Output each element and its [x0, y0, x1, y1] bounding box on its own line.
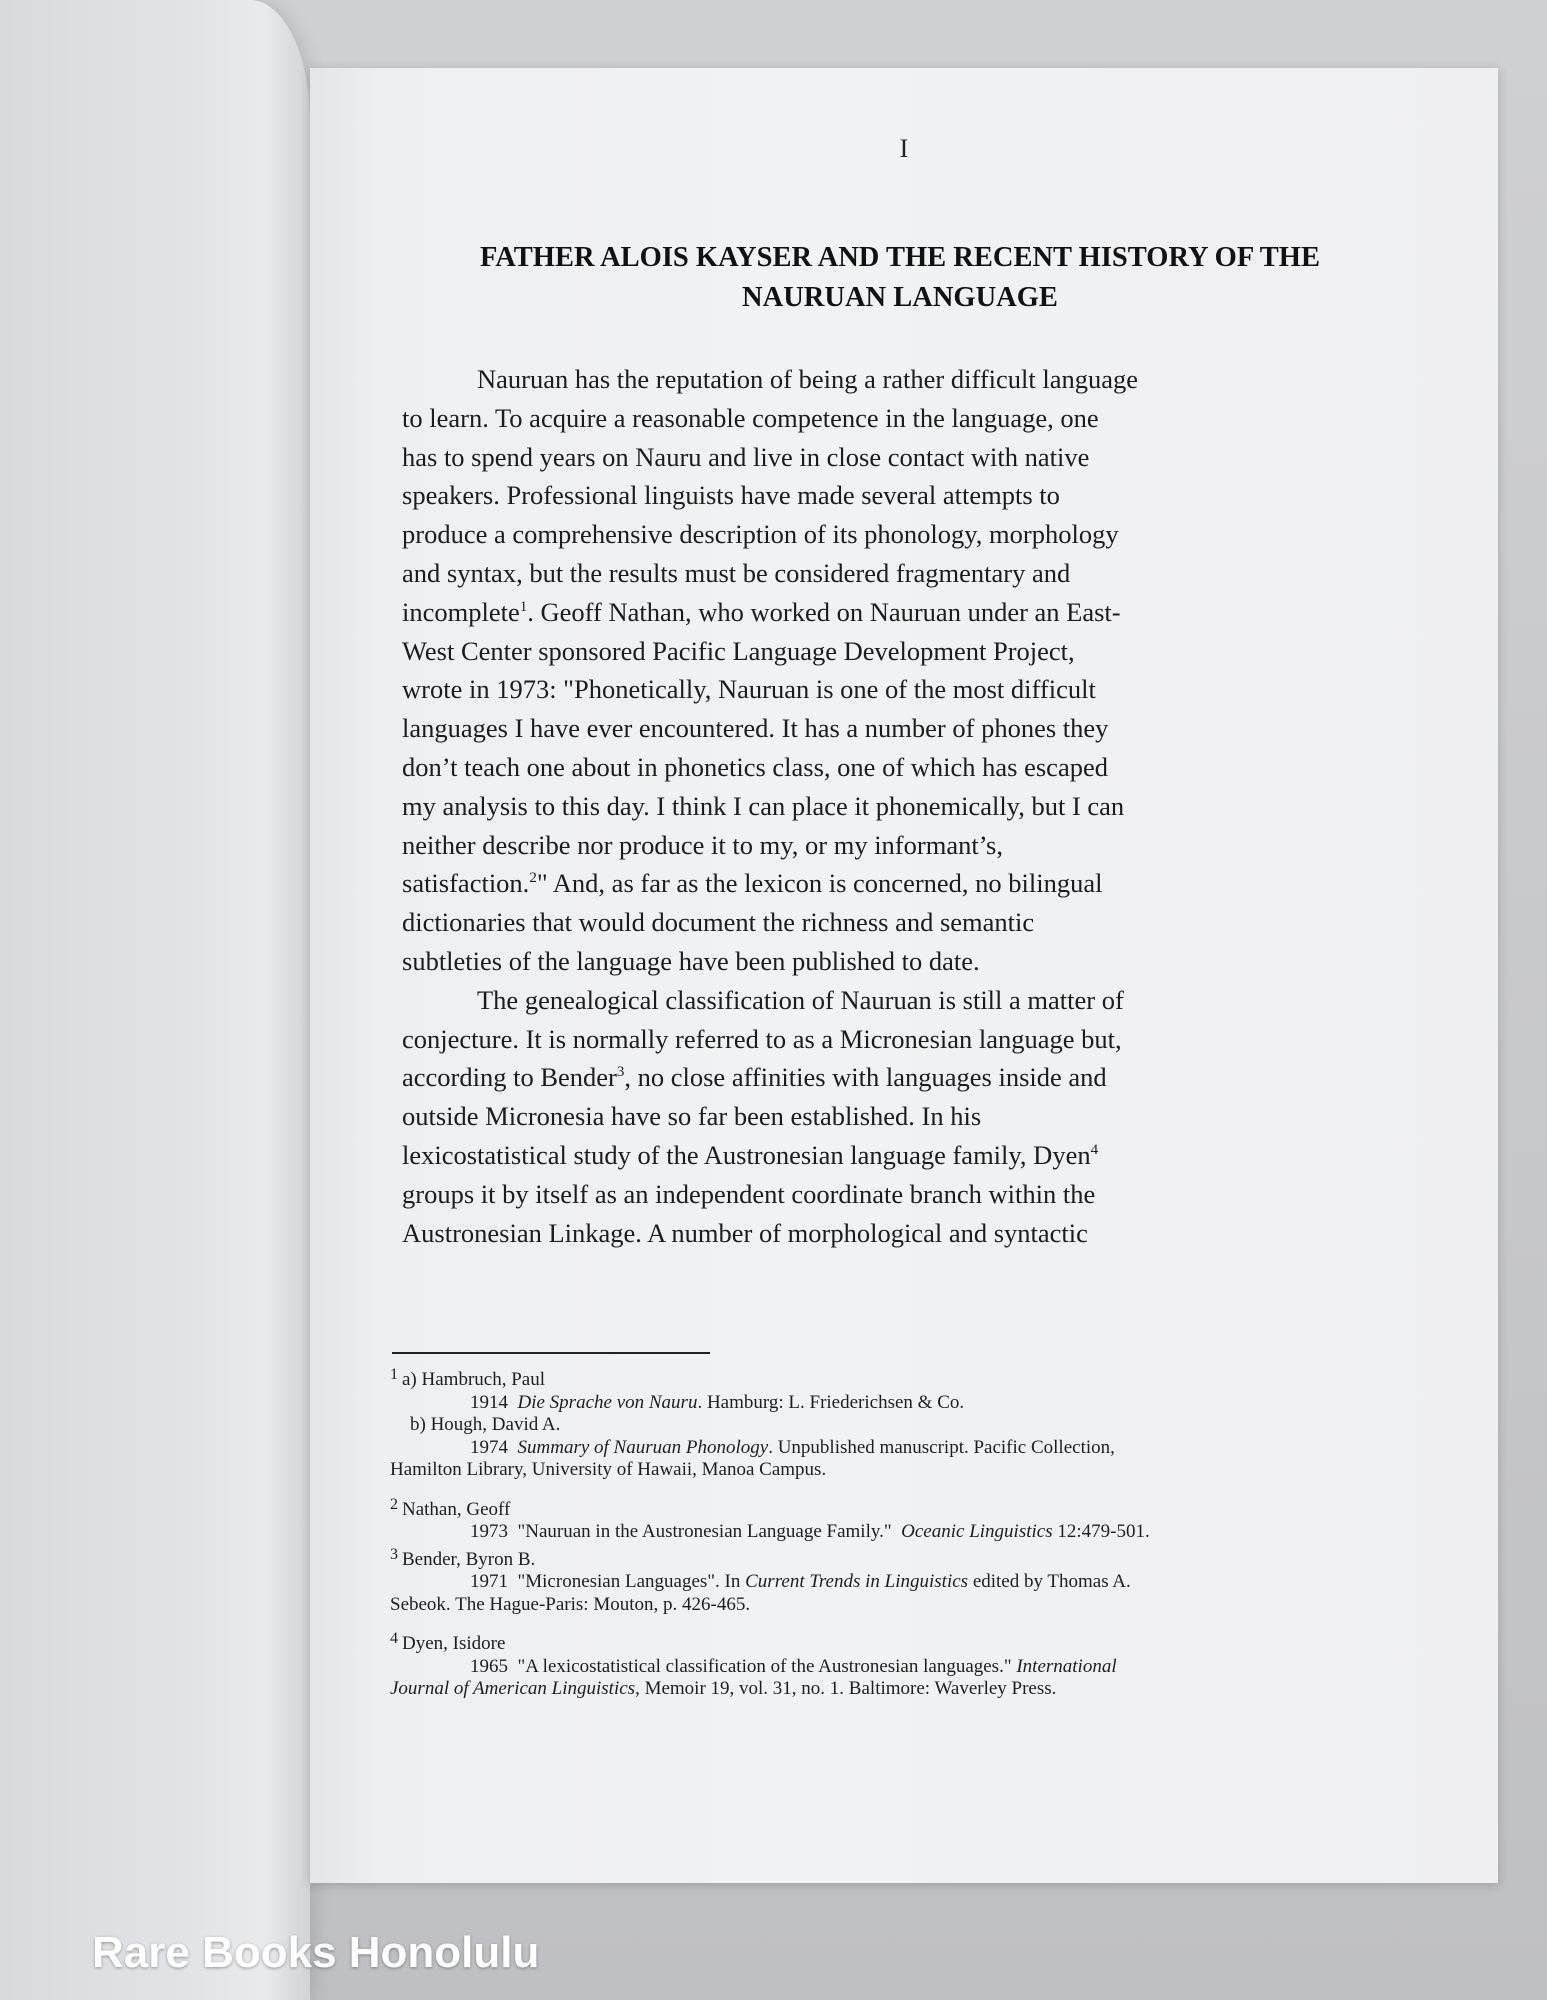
footnote-editor: edited by Thomas A. — [972, 1571, 1131, 1592]
body-text-fragment: , no close affinities with languages inside and — [624, 1062, 1107, 1093]
footnote-journal: Journal of American Linguistics — [390, 1678, 636, 1699]
footnote-number: 4 — [390, 1630, 398, 1647]
body-text-fragment: lexicostatistical study of the Austronesian language family, Dyen — [402, 1139, 1091, 1170]
footnote-ref: 2 — [529, 870, 537, 887]
footnote-publisher: . Unpublished manuscript. Pacific Collection, — [768, 1436, 1115, 1458]
footnote-line: b) Hough, David A. — [410, 1414, 561, 1435]
footnote-title: "Micronesian Languages". In — [517, 1571, 741, 1592]
page-number: I — [899, 134, 909, 163]
footnote-year: 1914 — [470, 1391, 508, 1413]
footnote-4 — [390, 1628, 1390, 1701]
body-line: subtleties of the language have been published to date. — [402, 945, 980, 976]
body-line: and syntax, but the results must be considered fragmentary and — [402, 557, 1071, 588]
body-line: outside Micronesia have so far been established. In his — [402, 1101, 982, 1132]
body-line — [402, 593, 1332, 632]
footnote-author: a) Hambruch, Paul — [402, 1369, 545, 1390]
footnotes — [390, 1364, 1390, 1713]
footnote-line — [390, 1656, 1390, 1679]
body-text-fragment: . Geoff Nathan, who worked on Nauruan under an East- — [527, 596, 1121, 627]
footnote-line: Sebeok. The Hague-Paris: Mouton, p. 426-465. — [390, 1593, 751, 1615]
footnote-year: 1971 — [470, 1571, 508, 1592]
body-line: groups it by itself as an independent coordinate branch within the — [402, 1178, 1096, 1209]
footnote-title: "Nauruan in the Austronesian Language Family." — [517, 1521, 892, 1542]
body-line: neither describe nor produce it to my, or my informant’s, — [402, 829, 1003, 860]
chapter-title-line-2: NAURUAN LANGUAGE — [742, 282, 1058, 313]
footnote-ref: 4 — [1090, 1142, 1099, 1159]
body-line: to learn. To acquire a reasonable competence in the language, one — [402, 402, 1099, 433]
footnote-publisher: . Hamburg: L. Friederichsen & Co. — [697, 1391, 965, 1413]
footnote-line — [390, 1392, 1390, 1415]
body-line: Nauruan has the reputation of being a rather difficult language — [477, 364, 1139, 394]
body-text-fragment: " And, as far as the lexicon is concerned, no bilingual — [536, 868, 1103, 899]
chapter-title — [350, 238, 1450, 318]
body-line — [402, 1136, 1332, 1175]
footnote-title: Die Sprache von Nauru — [517, 1391, 698, 1413]
footnote-title: Summary of Nauruan Phonology — [517, 1436, 769, 1458]
body-line: languages I have ever encountered. It has a number of phones they — [402, 713, 1109, 744]
footnote-journal: International — [1016, 1655, 1117, 1677]
body-line: West Center sponsored Pacific Language Development Project, — [402, 635, 1075, 666]
footnote-pages: 12:479-501. — [1057, 1521, 1150, 1542]
footnote-divider — [392, 1352, 710, 1354]
footnote-line — [390, 1678, 1390, 1701]
footnote-line — [390, 1364, 1390, 1392]
body-line: don’t teach one about in phonetics class, one of which has escaped — [402, 751, 1108, 782]
footnote-year: 1974 — [470, 1436, 508, 1458]
facing-page — [0, 0, 310, 2000]
footnote-line — [390, 1521, 1390, 1544]
book-page — [310, 68, 1498, 1883]
body-line — [402, 1058, 1332, 1097]
footnote-year: 1973 — [470, 1521, 508, 1542]
footnote-2-3 — [390, 1494, 1390, 1617]
footnote-line — [390, 1571, 1390, 1594]
footnote-ref: 3 — [616, 1064, 625, 1081]
footnote-author: Dyen, Isidore — [402, 1633, 506, 1654]
watermark: Rare Books Honolulu — [92, 1928, 540, 1977]
body-line: Austronesian Linkage. A number of morphological and syntactic — [402, 1217, 1088, 1248]
footnote-journal: Oceanic Linguistics — [901, 1521, 1053, 1542]
body-line: dictionaries that would document the richness and semantic — [402, 907, 1035, 938]
footnote-number: 3 — [390, 1545, 398, 1563]
body-text-fragment: incomplete — [402, 596, 520, 627]
footnote-1 — [390, 1364, 1390, 1482]
body-line: produce a comprehensive description of its phonology, morphology — [402, 519, 1119, 550]
body-line: conjecture. It is normally referred to as a Micronesian language but, — [402, 1023, 1122, 1054]
body-text — [402, 360, 1332, 1252]
body-text-fragment: according to Bender — [402, 1062, 617, 1093]
footnote-line — [390, 1437, 1390, 1460]
footnote-line — [390, 1494, 1390, 1522]
body-line: speakers. Professional linguists have made several attempts to — [402, 480, 1060, 511]
body-line — [402, 864, 1332, 903]
footnote-line — [390, 1628, 1390, 1656]
footnote-author: Nathan, Geoff — [402, 1498, 511, 1520]
body-text-fragment: satisfaction. — [402, 868, 530, 899]
body-line: my analysis to this day. I think I can place it phonemically, but I can — [402, 790, 1125, 821]
chapter-title-line-1: FATHER ALOIS KAYSER AND THE RECENT HISTORY OF THE — [480, 242, 1320, 273]
footnote-number: 1 — [390, 1366, 398, 1383]
footnote-ref: 1 — [519, 598, 528, 615]
footnote-year: 1965 — [470, 1655, 508, 1677]
footnote-line: Hamilton Library, University of Hawaii, Manoa Campus. — [390, 1459, 827, 1480]
footnote-title: "A lexicostatistical classification of the Austronesian languages." — [517, 1655, 1012, 1677]
body-line: has to spend years on Nauru and live in close contact with native — [402, 441, 1090, 472]
footnote-number: 2 — [390, 1495, 398, 1513]
footnote-author: Bender, Byron B. — [402, 1548, 536, 1570]
footnote-publisher: , Memoir 19, vol. 31, no. 1. Baltimore: Waverley Press. — [635, 1678, 1057, 1699]
body-line: The genealogical classification of Nauruan is still a matter of — [477, 984, 1124, 1015]
body-line: wrote in 1973: "Phonetically, Nauruan is one of the most difficult — [402, 674, 1096, 705]
footnote-book: Current Trends in Linguistics — [745, 1571, 969, 1592]
footnote-line — [390, 1544, 1390, 1572]
